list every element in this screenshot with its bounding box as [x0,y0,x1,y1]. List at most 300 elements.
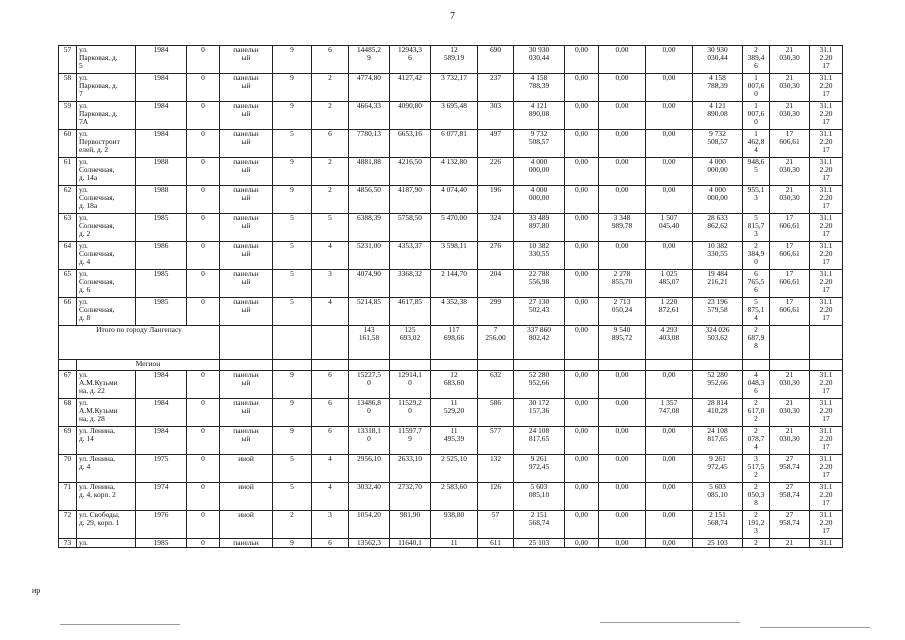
cell-date: 31.1 2.20 17 [810,46,843,74]
cell-f2: 0,00 [599,511,646,539]
cell-a2: 3368,32 [390,270,431,298]
cell-year: 1988 [136,186,187,214]
cell-empty [646,360,693,371]
cell-mat: иной [220,455,273,483]
cell-year: 1984 [136,102,187,130]
table-row [59,298,843,326]
cell-uc: 2 191,2 3 [743,511,770,539]
cell-empty [514,360,565,371]
cell-z: 0 [187,511,220,539]
cell-mat: панельн ый [220,102,273,130]
cell-year: 1986 [136,242,187,270]
cell-n: 66 [59,298,77,326]
cell-a1: 1054,20 [349,511,390,539]
cell-n: 69 [59,427,77,455]
cell-ent: 6 [312,427,349,455]
cell-empty [743,360,770,371]
cell-fund: 25 103 [693,539,743,548]
total-uc: 2 687,9 8 [743,326,770,360]
cell-f2: 0,00 [599,158,646,186]
cell-n: 68 [59,399,77,427]
cell-year: 1974 [136,483,187,511]
cell-mc: 27 958,74 [770,483,810,511]
cell-mat: панельн ый [220,298,273,326]
cell-fund: 28 633 862,62 [693,214,743,242]
cell-a2: 12914,1 0 [390,371,431,399]
cell-a3: 3 695,48 [431,102,478,130]
cell-mc: 17 606,61 [770,242,810,270]
cell-addr: ул. Солнечная, д. 8 [77,298,136,326]
cell-mat: панельн ый [220,427,273,455]
cell-a2: 11640,1 [390,539,431,548]
cell-empty [810,326,843,360]
cell-mc: 21 030,30 [770,158,810,186]
cell-fl: 9 [273,158,312,186]
cell-a1: 4664,33 [349,102,390,130]
cell-mat: иной [220,483,273,511]
cell-f1: 0,00 [565,399,599,427]
table-row [59,371,843,399]
cell-mat: панельн ый [220,186,273,214]
cell-a2: 6653,16 [390,130,431,158]
cell-empty [59,360,77,371]
cell-a1: 5231,00 [349,242,390,270]
cell-z: 0 [187,158,220,186]
cell-cost: 30 172 157,36 [514,399,565,427]
cell-a2: 4090,80 [390,102,431,130]
cell-addr: ул. Парковая, д. 7А [77,102,136,130]
cell-f2: 2 713 050,24 [599,298,646,326]
cell-uc: 1 462,8 4 [743,130,770,158]
cell-year: 1985 [136,298,187,326]
cell-empty [349,360,390,371]
cell-cost: 4 121 890,08 [514,102,565,130]
cell-a2: 11597,7 9 [390,427,431,455]
cell-z: 0 [187,483,220,511]
cell-f1: 0,00 [565,511,599,539]
cell-uc: 1 007,6 0 [743,74,770,102]
cell-fl: 9 [273,46,312,74]
scan-artifact-line [760,627,870,628]
cell-uc: 2 389,4 6 [743,46,770,74]
cell-ent: 4 [312,455,349,483]
cell-a2: 4127,42 [390,74,431,102]
cell-date: 31.1 2.20 17 [810,270,843,298]
cell-fl: 9 [273,186,312,214]
cell-a1: 14485,2 9 [349,46,390,74]
cell-year: 1985 [136,270,187,298]
cell-a2: 981,90 [390,511,431,539]
cell-n: 73 [59,539,77,548]
cell-f1: 0,00 [565,158,599,186]
cell-res: 632 [478,371,514,399]
cell-addr: ул. Солнечная, д. 4 [77,242,136,270]
cell-f3: 0,00 [646,74,693,102]
table-row [59,455,843,483]
cell-f3: 1 220 872,61 [646,298,693,326]
cell-ent: 6 [312,46,349,74]
cell-addr: ул. Солнечная, д. 6 [77,270,136,298]
cell-addr: ул. Солнечная, д. 14а [77,158,136,186]
cell-a3: 3 598,11 [431,242,478,270]
total-f2: 9 540 895,72 [599,326,646,360]
cell-f3: 0,00 [646,158,693,186]
cell-res: 577 [478,427,514,455]
cell-a3: 11 495,39 [431,427,478,455]
cell-empty [220,326,273,360]
cell-fl: 5 [273,214,312,242]
cell-a3: 4 132,80 [431,158,478,186]
cell-empty [478,360,514,371]
cell-fl: 9 [273,371,312,399]
cell-a1: 4881,88 [349,158,390,186]
cell-fund: 23 196 579,58 [693,298,743,326]
cell-f3: 1 357 747,08 [646,399,693,427]
total-a2: 125 693,02 [390,326,431,360]
cell-addr: ул. А.М.Кузьми на, д. 28 [77,399,136,427]
cell-a2: 4216,50 [390,158,431,186]
cell-date: 31.1 2.20 17 [810,242,843,270]
cell-a1: 13318,1 0 [349,427,390,455]
cell-res: 57 [478,511,514,539]
cell-mc: 17 606,61 [770,270,810,298]
cell-fl: 9 [273,399,312,427]
cell-addr: ул. Солнечная, д. 2 [77,214,136,242]
cell-addr: ул. А.М.Кузьми на, д. 22 [77,371,136,399]
cell-uc: 5 875,1 4 [743,298,770,326]
cell-n: 62 [59,186,77,214]
cell-fl: 2 [273,511,312,539]
cell-empty [770,360,810,371]
cell-res: 586 [478,399,514,427]
cell-uc: 4 048,3 6 [743,371,770,399]
cell-z: 0 [187,242,220,270]
cell-fl: 9 [273,427,312,455]
cell-f1: 0,00 [565,130,599,158]
cell-addr: ул. Солнечная, д. 18а [77,186,136,214]
cell-mc: 17 606,61 [770,298,810,326]
cell-f2: 0,00 [599,130,646,158]
cell-res: 196 [478,186,514,214]
cell-a2: 5758,50 [390,214,431,242]
cell-cost: 22 788 556,98 [514,270,565,298]
cell-res: 126 [478,483,514,511]
cell-addr: ул. Парковая, д. 7 [77,74,136,102]
cell-mc: 17 606,61 [770,214,810,242]
cell-date: 31.1 2.20 17 [810,214,843,242]
cell-date: 31.1 2.20 17 [810,399,843,427]
table-row [59,539,843,548]
table-row [59,427,843,455]
cell-cost: 10 382 330,55 [514,242,565,270]
cell-date: 31.1 2.20 17 [810,427,843,455]
cell-mc: 21 030,30 [770,46,810,74]
total-a3: 117 698,66 [431,326,478,360]
cell-uc: 6 765,5 6 [743,270,770,298]
cell-uc: 5 815,7 3 [743,214,770,242]
cell-cost: 5 603 085,10 [514,483,565,511]
table-row [59,130,843,158]
cell-a1: 4774,80 [349,74,390,102]
cell-mc: 27 958,74 [770,511,810,539]
cell-f1: 0,00 [565,483,599,511]
cell-fund: 9 732 508,57 [693,130,743,158]
cell-n: 64 [59,242,77,270]
cell-date: 31.1 2.20 17 [810,130,843,158]
cell-mat: панельн ый [220,130,273,158]
cell-mat: иной [220,511,273,539]
cell-date: 31.1 2.20 17 [810,483,843,511]
cell-res: 497 [478,130,514,158]
cell-fund: 4 158 788,39 [693,74,743,102]
cell-year: 1976 [136,511,187,539]
footer-mark: ир [32,586,41,595]
scan-artifact-line [600,622,740,623]
cell-uc: 2 [743,539,770,548]
cell-mc: 21 030,30 [770,102,810,130]
cell-cost: 9 732 508,57 [514,130,565,158]
cell-fl: 5 [273,242,312,270]
cell-f1: 0,00 [565,186,599,214]
cell-f2: 0,00 [599,242,646,270]
cell-a2: 4353,37 [390,242,431,270]
cell-fund: 4 000 000,00 [693,158,743,186]
cell-n: 60 [59,130,77,158]
cell-date: 31.1 2.20 17 [810,74,843,102]
cell-f3: 0,00 [646,242,693,270]
cell-a1: 15227,5 0 [349,371,390,399]
cell-mc: 21 030,30 [770,399,810,427]
cell-addr: ул. Первостроит елей, д. 2 [77,130,136,158]
cell-year: 1975 [136,455,187,483]
cell-cost: 4 158 788,39 [514,74,565,102]
cell-mat: панельн ый [220,242,273,270]
cell-mat: панельн ый [220,74,273,102]
cell-mat: панельн ый [220,158,273,186]
cell-f2: 3 348 989,78 [599,214,646,242]
cell-empty [810,360,843,371]
cell-f2: 0,00 [599,186,646,214]
cell-date: 31.1 2.20 17 [810,186,843,214]
cell-ent: 3 [312,270,349,298]
cell-year: 1984 [136,427,187,455]
cell-f1: 0,00 [565,214,599,242]
cell-empty [693,360,743,371]
cell-res: 303 [478,102,514,130]
cell-f1: 0,00 [565,455,599,483]
cell-empty [273,360,312,371]
total-row [59,326,843,360]
cell-addr: ул. [77,539,136,548]
cell-addr: ул. Свободы, д. 29, корп. 1 [77,511,136,539]
cell-addr: ул. Парковая, д. 5 [77,46,136,74]
scan-artifact-line [60,624,180,625]
cell-mc: 27 958,74 [770,455,810,483]
cell-f1: 0,00 [565,270,599,298]
cell-res: 226 [478,158,514,186]
cell-empty [565,360,599,371]
cell-a3: 2 525,10 [431,455,478,483]
cell-year: 1984 [136,399,187,427]
cell-res: 237 [478,74,514,102]
cell-empty [273,326,312,360]
cell-a1: 2956,10 [349,455,390,483]
cell-year: 1985 [136,539,187,548]
cell-cost: 27 130 502,43 [514,298,565,326]
total-cost: 337 860 802,42 [514,326,565,360]
cell-a2: 4617,85 [390,298,431,326]
cell-fl: 5 [273,455,312,483]
cell-year: 1985 [136,214,187,242]
total-a1: 143 161,58 [349,326,390,360]
cell-uc: 3 517,5 2 [743,455,770,483]
cell-f1: 0,00 [565,371,599,399]
cell-f2: 0,00 [599,371,646,399]
cell-fl: 5 [273,298,312,326]
cell-year: 1984 [136,371,187,399]
cell-a2: 2732,70 [390,483,431,511]
cell-cost: 2 151 568,74 [514,511,565,539]
cell-f3: 0,00 [646,427,693,455]
cell-empty [431,360,478,371]
cell-a3: 5 470,00 [431,214,478,242]
cell-f3: 0,00 [646,483,693,511]
cell-f2: 0,00 [599,483,646,511]
cell-a3: 12 589,19 [431,46,478,74]
cell-a3: 12 683,60 [431,371,478,399]
cell-empty [220,360,273,371]
cell-res: 276 [478,242,514,270]
page-number: 7 [450,11,455,22]
section-label: Мегион [77,360,220,371]
cell-mc: 17 606,61 [770,130,810,158]
cell-cost: 9 261 972,45 [514,455,565,483]
cell-a1: 13562,3 [349,539,390,548]
cell-fund: 30 930 030,44 [693,46,743,74]
cell-uc: 1 007,6 0 [743,102,770,130]
cell-fund: 10 382 330,55 [693,242,743,270]
cell-uc: 955,1 3 [743,186,770,214]
cell-f3: 0,00 [646,130,693,158]
cell-fund: 19 484 216,21 [693,270,743,298]
cell-a1: 5214,85 [349,298,390,326]
cell-fund: 52 280 952,66 [693,371,743,399]
cell-f2: 2 278 855,70 [599,270,646,298]
cell-res: 690 [478,46,514,74]
cell-year: 1984 [136,74,187,102]
cell-empty [390,360,431,371]
cell-f3: 0,00 [646,46,693,74]
cell-cost: 33 489 897,80 [514,214,565,242]
cell-mat: панельн [220,539,273,548]
cell-f3: 0,00 [646,539,693,548]
cell-a1: 4856,50 [349,186,390,214]
cell-n: 71 [59,483,77,511]
cell-mat: панельн ый [220,214,273,242]
cell-fl: 9 [273,539,312,548]
cell-res: 611 [478,539,514,548]
cell-empty [312,326,349,360]
cell-z: 0 [187,186,220,214]
cell-n: 72 [59,511,77,539]
cell-a3: 2 583,60 [431,483,478,511]
cell-date: 31.1 2.20 17 [810,371,843,399]
cell-z: 0 [187,46,220,74]
cell-f3: 0,00 [646,371,693,399]
section-row [59,360,843,371]
cell-n: 63 [59,214,77,242]
cell-f1: 0,00 [565,102,599,130]
cell-f2: 0,00 [599,74,646,102]
cell-cost: 4 000 000,00 [514,158,565,186]
cell-f2: 0,00 [599,427,646,455]
cell-ent: 2 [312,186,349,214]
cell-z: 0 [187,102,220,130]
cell-f1: 0,00 [565,539,599,548]
cell-mat: панельн ый [220,270,273,298]
cell-fund: 4 121 890,08 [693,102,743,130]
cell-uc: 948,6 5 [743,158,770,186]
cell-cost: 24 108 817,65 [514,427,565,455]
cell-a3: 4 074,40 [431,186,478,214]
cell-mat: панельн ый [220,399,273,427]
cell-z: 0 [187,130,220,158]
cell-uc: 2 617,0 2 [743,399,770,427]
cell-a3: 3 732,17 [431,74,478,102]
table-row [59,214,843,242]
cell-cost: 4 000 000,00 [514,186,565,214]
cell-f3: 0,00 [646,102,693,130]
cell-addr: ул. Ленина, д. 4, корп. 2 [77,483,136,511]
cell-a1: 7780,13 [349,130,390,158]
cell-n: 61 [59,158,77,186]
cell-date: 31.1 2.20 17 [810,102,843,130]
cell-a3: 938,80 [431,511,478,539]
cell-a2: 11529,2 0 [390,399,431,427]
cell-ent: 6 [312,130,349,158]
cell-ent: 6 [312,539,349,548]
cell-ent: 6 [312,371,349,399]
cell-f1: 0,00 [565,46,599,74]
cell-mc: 21 030,30 [770,371,810,399]
cell-f2: 0,00 [599,399,646,427]
cell-ent: 5 [312,214,349,242]
cell-f3: 0,00 [646,455,693,483]
cell-a3: 11 [431,539,478,548]
cell-f2: 0,00 [599,46,646,74]
cell-addr: ул. Ленина, д. 4 [77,455,136,483]
cell-ent: 4 [312,298,349,326]
cell-f3: 0,00 [646,186,693,214]
cell-fl: 9 [273,74,312,102]
cell-z: 0 [187,427,220,455]
cell-z: 0 [187,371,220,399]
cell-z: 0 [187,270,220,298]
cell-cost: 25 103 [514,539,565,548]
cell-f1: 0,00 [565,427,599,455]
cell-mc: 21 030,30 [770,427,810,455]
cell-uc: 2 384,9 0 [743,242,770,270]
cell-ent: 2 [312,74,349,102]
cell-f2: 0,00 [599,455,646,483]
cell-z: 0 [187,74,220,102]
cell-a1: 6388,39 [349,214,390,242]
cell-fl: 5 [273,130,312,158]
cell-n: 65 [59,270,77,298]
table-row [59,186,843,214]
cell-year: 1984 [136,130,187,158]
table-row [59,102,843,130]
